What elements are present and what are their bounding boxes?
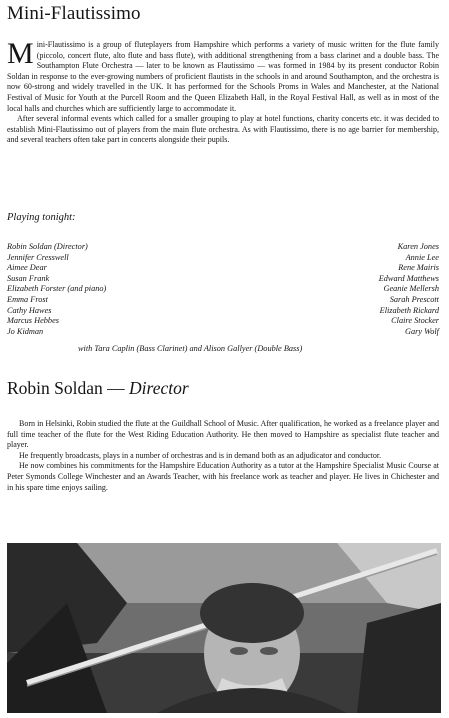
director-role: Director	[129, 378, 189, 398]
performer-column-right	[239, 242, 439, 337]
playing-tonight-heading: Playing tonight:	[7, 212, 76, 223]
performer-name: Elizabeth Rickard	[379, 305, 439, 315]
performer-name: Rene Mairis	[398, 263, 439, 273]
page-title: Mini-Flautissimo	[7, 3, 141, 24]
performer-name: Robin Soldan (Director)	[7, 242, 88, 251]
intro-text	[7, 37, 439, 146]
guest-performers-line: with Tara Caplin (Bass Clarinet) and Alison Gallyer (Double Bass)	[78, 344, 303, 353]
performer-name: Geanie Mellersh	[383, 284, 439, 294]
performer-name: Sarah Prescott	[389, 294, 439, 304]
drop-cap: M	[7, 37, 34, 70]
director-heading	[7, 378, 189, 399]
bio-paragraph-3: He now combines his commitments for the Hampshire Education Authority as a tutor at the Hampshire Specialist Music Course at Peter Symonds College Winchester and an Awards Teacher, with his freelance work as teacher and player. He lives in Chichester and in his spare time enjoys sailing.	[7, 461, 439, 492]
performer-name: Gary Wolf	[404, 326, 439, 336]
bio-paragraph-2: He frequently broadcasts, plays in a number of orchestras and is in demand both as an adjudicator and conductor.	[19, 450, 382, 460]
performer-name: Jennifer Cresswell	[7, 252, 69, 262]
performer-name: Emma Frost	[7, 294, 48, 304]
performer-name: Marcus Hebbes	[7, 316, 59, 326]
performer-name: Jo Kidman	[7, 326, 44, 336]
intro-paragraph-1-text: ini-Flautissimo is a group of fluteplayers from Hampshire which performs a variety of music written for the flute family (piccolo, concert flute, alto flute and bass flute), with additional strengthening from a bass clarinet and a double bass. The Southampton Flute Orchestra — later to be known as Flautissimo — was formed in 1984 by its present conductor Robin Soldan in response to the ever-growing numbers of proficient flautists in the schools in and around Southampton, and the orchestra is now 60-strong and widely travelled in the UK. It has performed for the Schools Proms in Wales and Manchester, at the National Festival of Music for Youth at the Purcell Room and the Queen Elizabeth Hall, in the Royal Festival Hall, as well as in most of the local halls and churches which are sufficiently large to accommodate it.	[7, 40, 439, 113]
performer-name: Aimee Dear	[7, 263, 47, 273]
director-name: Robin Soldan —	[7, 378, 125, 398]
bio-paragraph-1: Born in Helsinki, Robin studied the flute at the Guildhall School of Music. After qualification, he worked as a freelance player and full time teacher of the flute for the West Riding Education Authority. He then moved to Hampshire as specialist flute teacher and player.	[7, 419, 439, 450]
performer-name: Edward Matthews	[378, 273, 439, 283]
director-bio	[7, 419, 439, 493]
intro-paragraph-1	[7, 37, 439, 114]
director-photo	[7, 543, 441, 713]
performer-name: Elizabeth Forster (and piano)	[7, 284, 107, 294]
performer-column-left	[7, 242, 207, 337]
performer-name: Karen Jones	[397, 242, 439, 251]
performer-name: Claire Stocker	[391, 316, 439, 326]
performer-name: Cathy Hawes	[7, 305, 52, 315]
intro-paragraph-2: After several informal events which called for a smaller grouping to play at hotel functions, charity concerts etc. it was decided to establish Mini-Flautissimo out of players from the main flute orchestra. As with Flautissimo, there is no age barrier for membership, and several teachers often take part in concerts alongside their pupils.	[7, 114, 439, 145]
performer-name: Annie Lee	[405, 252, 439, 262]
performer-name: Susan Frank	[7, 273, 50, 283]
